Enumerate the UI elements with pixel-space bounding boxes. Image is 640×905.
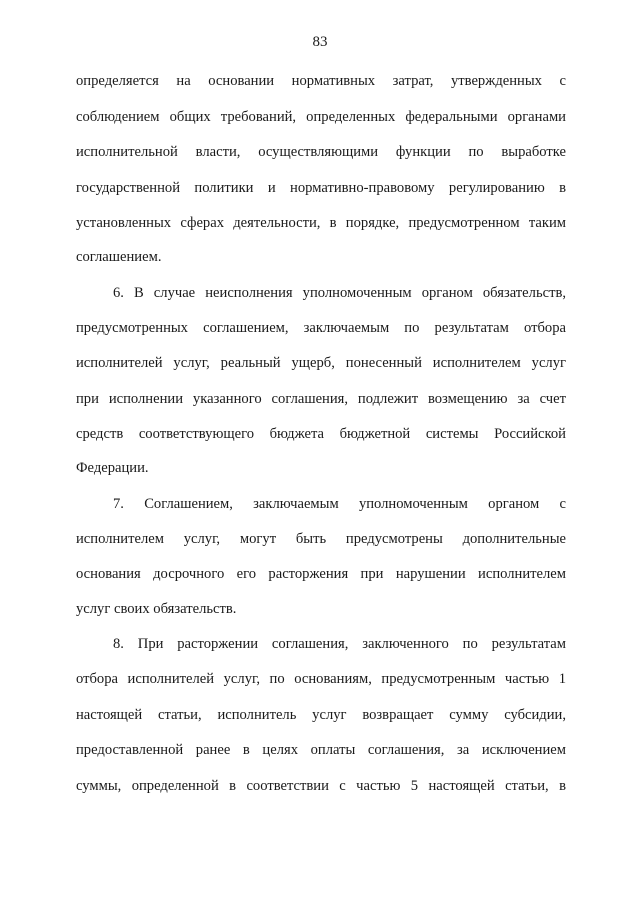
- text-line: государственной политики и нормативно-правовому регулированию в: [76, 180, 566, 196]
- text-line: услуг своих обязательств.: [76, 601, 237, 617]
- text-line: настоящей статьи, исполнитель услуг возвращает сумму субсидии,: [76, 707, 566, 723]
- text-line: исполнителей услуг, реальный ущерб, понесенный исполнителем услуг: [76, 355, 566, 371]
- text-line: основания досрочного его расторжения при нарушении исполнителем: [76, 566, 566, 582]
- text-line: предусмотренных соглашением, заключаемым по результатам отбора: [76, 320, 566, 336]
- text-line: предоставленной ранее в целях оплаты соглашения, за исключением: [76, 742, 566, 758]
- text-line: 8. При расторжении соглашения, заключенного по результатам: [113, 636, 566, 652]
- text-line: 7. Соглашением, заключаемым уполномоченным органом с: [113, 496, 566, 512]
- text-line: исполнительной власти, осуществляющими функции по выработке: [76, 144, 566, 160]
- text-line: 6. В случае неисполнения уполномоченным органом обязательств,: [113, 285, 566, 301]
- text-line: Федерации.: [76, 460, 149, 476]
- text-line: суммы, определенной в соответствии с частью 5 настоящей статьи, в: [76, 778, 566, 794]
- text-line: исполнителем услуг, могут быть предусмотрены дополнительные: [76, 531, 566, 547]
- text-line: отбора исполнителей услуг, по основаниям, предусмотренным частью 1: [76, 671, 566, 687]
- text-line: средств соответствующего бюджета бюджетной системы Российской: [76, 426, 566, 442]
- text-line: установленных сферах деятельности, в порядке, предусмотренном таким: [76, 215, 566, 231]
- text-line: при исполнении указанного соглашения, подлежит возмещению за счет: [76, 391, 566, 407]
- text-line: соблюдением общих требований, определенных федеральными органами: [76, 109, 566, 125]
- text-line: определяется на основании нормативных затрат, утвержденных с: [76, 73, 566, 89]
- text-line: соглашением.: [76, 249, 162, 265]
- page-number: 83: [312, 34, 328, 50]
